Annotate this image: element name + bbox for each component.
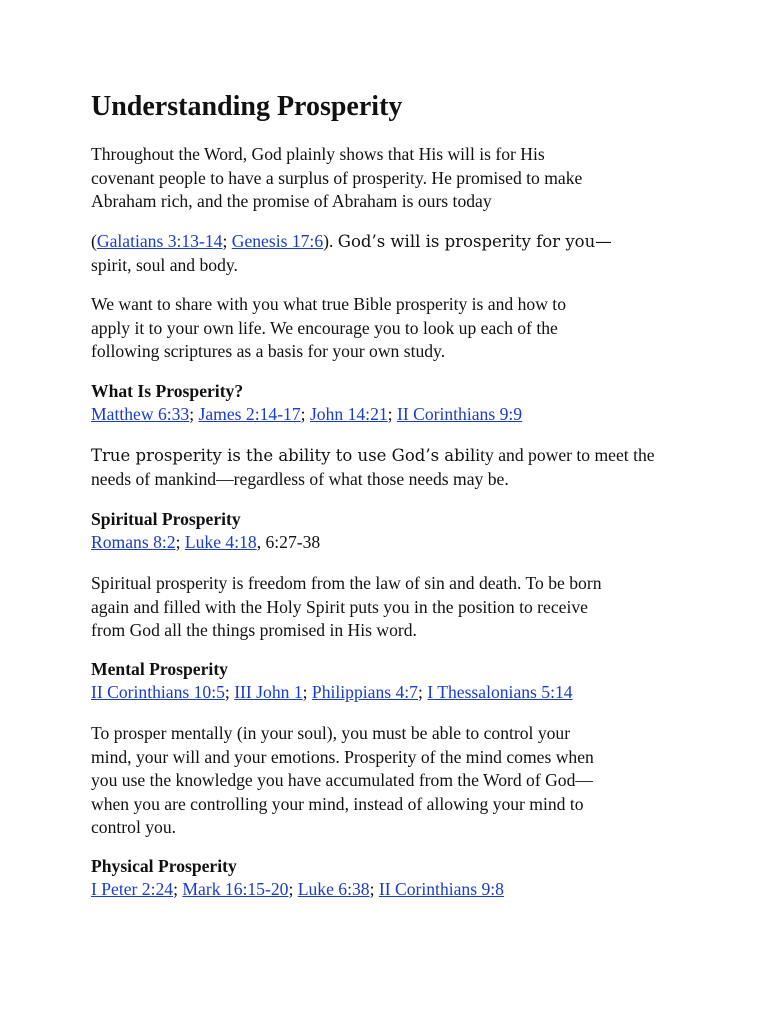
spiritual-line: Spiritual prosperity is freedom from the law of sin and death. To be born	[91, 573, 602, 593]
what-paragraph	[91, 444, 711, 491]
scripture-link[interactable]: I Thessalonians 5:14	[427, 682, 573, 702]
will-statement: God’s will is prosperity for you—	[337, 232, 612, 251]
scripture-link-galatians[interactable]: Galatians 3:13-14	[96, 231, 223, 251]
separator: ;	[302, 682, 312, 702]
separator: ;	[417, 682, 428, 702]
separator: ;	[222, 231, 232, 251]
scripture-refs-what	[91, 403, 522, 427]
scripture-link[interactable]: James 2:14-17	[198, 404, 301, 424]
what-line	[91, 444, 711, 468]
share-line: We want to share with you what true Bible prosperity is and how to	[91, 294, 566, 314]
mental-line: mind, your will and your emotions. Prosperity of the mind comes when	[91, 746, 594, 767]
what-text-part2: ity and power to meet the	[475, 445, 655, 465]
separator: ;	[369, 879, 379, 899]
intro-line: Throughout the Word, God plainly shows that His will is for His	[91, 144, 545, 164]
scripture-link[interactable]: III John 1	[234, 682, 303, 702]
what-line: needs of mankind—regardless of what those needs may be.	[91, 468, 509, 489]
separator: ;	[175, 532, 185, 552]
will-paragraph	[91, 230, 711, 277]
scripture-link[interactable]: Luke 6:38	[297, 879, 370, 899]
scripture-link[interactable]: John 14:21	[309, 404, 388, 424]
separator: ;	[189, 404, 199, 424]
spiritual-line: again and filled with the Holy Spirit puts you in the position to receive	[91, 596, 588, 617]
share-paragraph	[91, 293, 711, 364]
separator: ;	[387, 404, 397, 424]
section-heading-mental: Mental Prosperity	[91, 659, 228, 679]
will-line	[91, 230, 711, 254]
will-line: spirit, soul and body.	[91, 254, 238, 275]
separator: ;	[288, 879, 298, 899]
separator: ;	[173, 879, 183, 899]
section-heading-what: What Is Prosperity?	[91, 381, 244, 401]
scripture-link[interactable]: Mark 16:15-20	[182, 879, 289, 899]
scripture-refs-physical	[91, 878, 504, 902]
scripture-link[interactable]: Luke 4:18	[184, 532, 257, 552]
scripture-refs-spiritual	[91, 531, 320, 555]
section-heading-spiritual: Spiritual Prosperity	[91, 509, 241, 529]
separator: ;	[300, 404, 310, 424]
share-line: apply it to your own life. We encourage you to look up each of the	[91, 317, 558, 338]
scripture-link-genesis[interactable]: Genesis 17:6	[231, 231, 324, 251]
mental-paragraph	[91, 722, 711, 840]
intro-paragraph	[91, 143, 711, 214]
scripture-link[interactable]: II Corinthians 9:8	[378, 879, 504, 899]
scripture-link[interactable]: Matthew 6:33	[91, 404, 190, 424]
intro-line: covenant people to have a surplus of prosperity. He promised to make	[91, 167, 583, 188]
mental-line: To prosper mentally (in your soul), you must be able to control your	[91, 723, 571, 743]
spiritual-line: from God all the things promised in His word.	[91, 620, 417, 640]
close-paren: ).	[323, 231, 338, 251]
separator: ;	[224, 682, 235, 702]
what-text-part1: True prosperity is the ability to use God’s abil	[91, 446, 476, 465]
mental-line: control you.	[91, 817, 177, 837]
scripture-link[interactable]: II Corinthians 9:9	[396, 404, 523, 424]
scripture-link[interactable]: II Corinthians 10:5	[91, 682, 225, 702]
scripture-link[interactable]: Romans 8:2	[91, 532, 176, 552]
section-heading-physical: Physical Prosperity	[91, 856, 237, 876]
scripture-link[interactable]: I Peter 2:24	[91, 879, 174, 899]
share-line: following scriptures as a basis for your own study.	[91, 341, 446, 361]
page-title: Understanding Prosperity	[91, 91, 403, 122]
scripture-refs-mental	[91, 681, 573, 705]
intro-line: Abraham rich, and the promise of Abraham is ours today	[91, 191, 492, 211]
mental-line: when you are controlling your mind, instead of allowing your mind to	[91, 793, 584, 814]
mental-line: you use the knowledge you have accumulated from the Word of God—	[91, 770, 593, 790]
spiritual-paragraph	[91, 572, 711, 643]
extra-ref: , 6:27-38	[256, 532, 321, 552]
open-paren: (	[91, 231, 97, 251]
scripture-link[interactable]: Philippians 4:7	[311, 682, 418, 702]
